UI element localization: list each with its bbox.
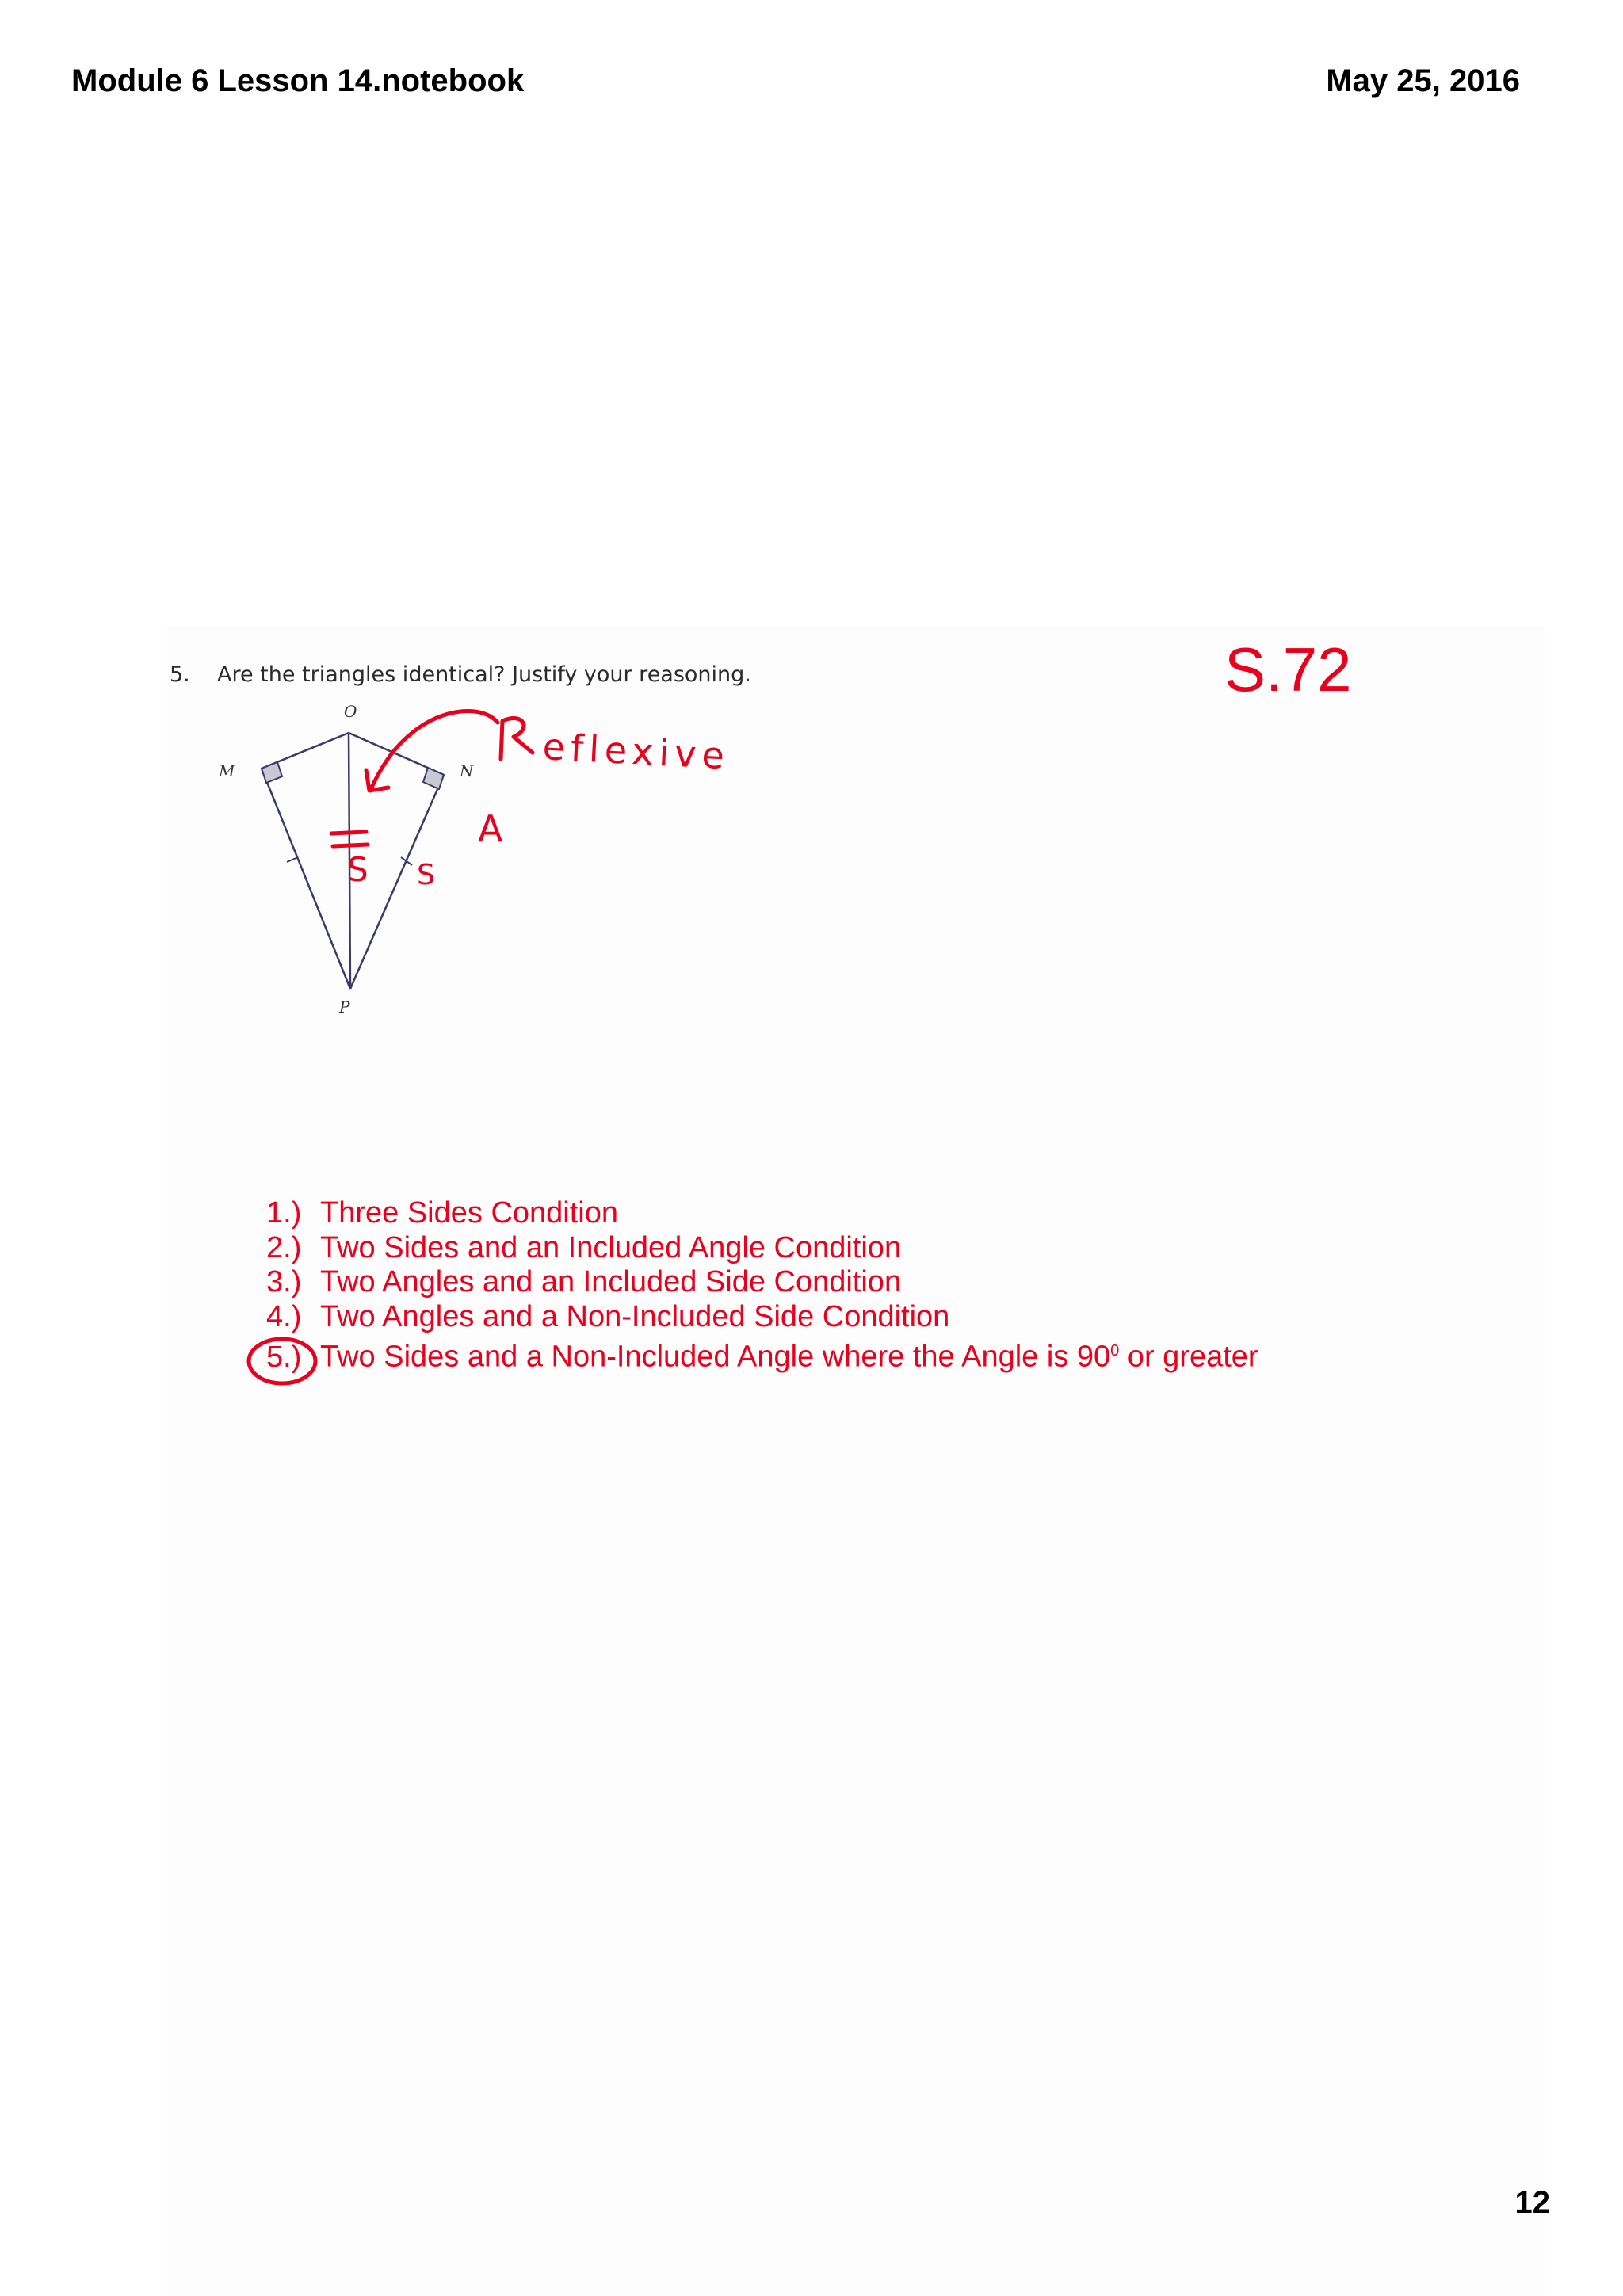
slide-reference: S.72	[1224, 635, 1352, 704]
condition-number: 1.)	[266, 1196, 302, 1230]
condition-item	[266, 1334, 1258, 1375]
congruence-conditions-list	[266, 1196, 1258, 1375]
condition-number: 3.)	[266, 1265, 302, 1299]
condition-number: 4.)	[266, 1299, 302, 1333]
page-number: 12	[1514, 2185, 1550, 2220]
page-header-date: May 25, 2016	[1326, 63, 1520, 98]
condition-number: 2.)	[266, 1230, 302, 1264]
shared-side-mark-2	[333, 845, 368, 846]
shared-side-mark-1	[331, 832, 366, 833]
problem-number: 5.	[170, 662, 190, 687]
condition-item	[266, 1300, 1258, 1335]
condition-text-tail: or greater	[1119, 1340, 1258, 1374]
problem-question: Are the triangles identical? Justify your reasoning.	[217, 662, 751, 687]
letter-r-reflexive	[501, 719, 533, 759]
tick-mark-mp	[287, 857, 298, 862]
vertex-label-p: P	[339, 997, 350, 1016]
condition-text: Two Angles and a Non-Included Side Condition	[320, 1299, 950, 1333]
handwritten-angle-a: A	[478, 807, 503, 850]
degree-superscript: 0	[1110, 1342, 1120, 1360]
condition-number: 5.)	[266, 1340, 302, 1374]
condition-text: Three Sides Condition	[320, 1196, 618, 1230]
page-header-title: Module 6 Lesson 14.notebook	[71, 63, 525, 98]
condition-text: Two Sides and a Non-Included Angle where the Angle is 90	[320, 1340, 1111, 1374]
right-angle-marker-n	[423, 768, 444, 789]
handwritten-side-s-2: S	[417, 859, 435, 891]
condition-text: Two Angles and an Included Side Condition	[320, 1265, 902, 1299]
condition-item	[266, 1196, 1258, 1231]
vertex-label-n: N	[460, 761, 474, 780]
vertex-label-m: M	[219, 761, 235, 780]
condition-text: Two Sides and an Included Angle Condition	[320, 1230, 902, 1264]
vertex-label-o: O	[344, 702, 357, 721]
condition-item	[266, 1231, 1258, 1266]
condition-item	[266, 1265, 1258, 1300]
handwritten-side-s-1: S	[347, 850, 369, 889]
segment-mp	[262, 769, 350, 989]
handwritten-reflexive-tail: eflexive	[541, 725, 731, 778]
right-angle-marker-m	[262, 762, 282, 783]
